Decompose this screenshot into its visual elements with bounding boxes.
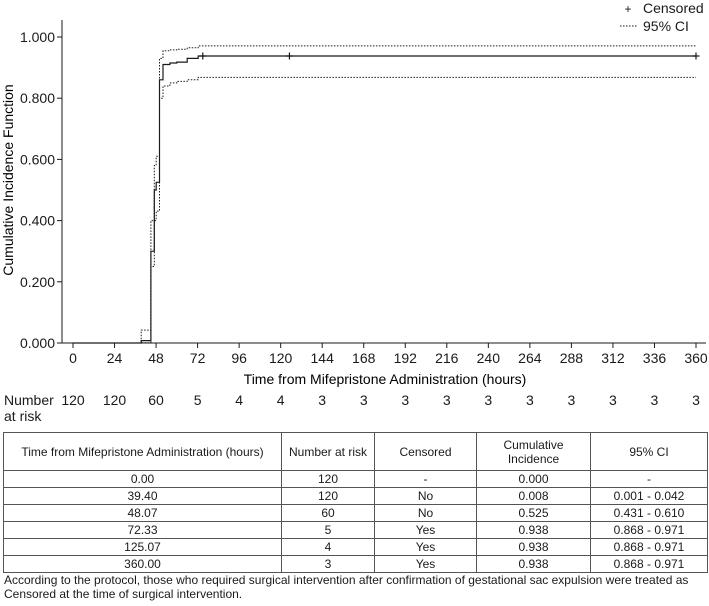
table-cell: 0.431 - 0.610: [591, 505, 708, 522]
x-tick-label: 336: [642, 350, 667, 366]
x-tick-label: 216: [435, 350, 459, 366]
y-tick-label: 0.200: [19, 273, 55, 290]
at-risk-label: [4, 392, 54, 424]
at-risk-count: 120: [61, 392, 85, 408]
y-tick-label: 0.000: [19, 335, 55, 351]
table-header-cell: Time from Mifepristone Administration (hours): [4, 433, 282, 471]
x-tick-label: 168: [352, 350, 376, 366]
y-axis-label: Cumulative Incidence Function: [0, 84, 16, 276]
table-cell: Yes: [375, 556, 477, 573]
table-cell: Yes: [375, 522, 477, 539]
table-cell: 0.00: [4, 471, 282, 488]
at-risk-count: 3: [567, 392, 576, 408]
at-risk-count: 60: [148, 392, 164, 408]
y-tick-label: 0.800: [19, 90, 55, 107]
table-cell: 0.868 - 0.971: [591, 556, 708, 573]
table-cell: 0.938: [477, 539, 591, 556]
table-cell: -: [375, 471, 477, 488]
legend-censored-marker: +: [624, 2, 632, 16]
table-header-row: [4, 433, 708, 471]
censored-marker: [199, 52, 206, 59]
table-body: [4, 471, 708, 573]
table-cell: 120: [282, 471, 375, 488]
x-tick-label: 72: [189, 350, 206, 366]
table-cell: 4: [282, 539, 375, 556]
table-header-cell: 95% CI: [591, 433, 708, 471]
table-row: [4, 539, 708, 556]
at-risk-label-line2: at risk: [4, 408, 42, 424]
table-cell: 360.00: [4, 556, 282, 573]
y-tick-label: 1.000: [19, 29, 55, 45]
at-risk-count: 3: [609, 392, 617, 408]
at-risk-count: 3: [650, 392, 659, 408]
table-header-cell: Number at risk: [282, 433, 375, 471]
table-cell: Yes: [375, 539, 477, 556]
x-tick-label: 0: [69, 350, 77, 366]
at-risk-count: 3: [401, 392, 410, 408]
table-cell: 0.525: [477, 505, 591, 522]
table-cell: 48.07: [4, 505, 282, 522]
table-cell: 5: [282, 522, 375, 539]
at-risk-count: 3: [484, 392, 493, 408]
legend-ci-label: 95% CI: [643, 18, 689, 34]
table-cell: 60: [282, 505, 375, 522]
x-tick-label: 48: [148, 350, 164, 366]
censored-marker: [693, 52, 700, 59]
at-risk-count: 4: [235, 392, 244, 408]
at-risk-count: 120: [102, 392, 127, 408]
x-tick-label: 360: [684, 350, 708, 366]
series-ci-upper-line: [73, 46, 696, 343]
x-tick-label: 120: [268, 350, 293, 366]
table-cell: 120: [282, 488, 375, 505]
footnote: According to the protocol, those who required surgical intervention after confirmation of gestational sac expulsion were treated as Censored at the time of surgical intervention.: [4, 573, 689, 601]
x-tick-label: 96: [231, 350, 247, 366]
x-tick-label: 312: [601, 350, 625, 366]
table-row: [4, 505, 708, 522]
x-tick-label: 144: [310, 350, 334, 366]
table-cell: 0.008: [477, 488, 591, 505]
table-header-cell: Censored: [375, 433, 477, 471]
chart-axes: [20, 20, 708, 366]
chart-curves: [73, 46, 700, 343]
table-cell: -: [591, 471, 708, 488]
at-risk-label-line1: Number: [4, 392, 54, 408]
summary-table: [3, 432, 708, 573]
at-risk-count: 3: [692, 392, 700, 408]
series-ci-lower-line: [73, 77, 696, 343]
at-risk-count: 3: [318, 392, 327, 408]
table-row: [4, 556, 708, 573]
y-tick-label: 0.600: [19, 151, 55, 168]
table-cell: 0.938: [477, 556, 591, 573]
x-axis-label: Time from Mifepristone Administration (hours): [243, 371, 527, 387]
at-risk-count: 4: [276, 392, 285, 408]
table-cell: 0.868 - 0.971: [591, 539, 708, 556]
table-row: [4, 522, 708, 539]
table-cell: 0.938: [477, 522, 591, 539]
table-cell: 3: [282, 556, 375, 573]
legend-censored-label: Censored: [643, 0, 704, 16]
x-tick-label: 288: [559, 350, 584, 366]
at-risk-count: 5: [193, 392, 202, 408]
table-row: [4, 471, 708, 488]
y-tick-label: 0.400: [19, 212, 55, 229]
table-cell: 0.000: [477, 471, 591, 488]
table-cell: 125.07: [4, 539, 282, 556]
chart-legend: [620, 0, 704, 34]
table-cell: 72.33: [4, 522, 282, 539]
x-tick-label: 24: [106, 350, 123, 366]
series-estimate-line: [73, 56, 696, 343]
x-tick-label: 264: [518, 350, 542, 366]
table-header-cell: Cumulative Incidence: [477, 433, 591, 471]
table-cell: No: [375, 488, 477, 505]
x-tick-label: 192: [393, 350, 417, 366]
at-risk-count: 3: [359, 392, 368, 408]
table-cell: No: [375, 505, 477, 522]
table-cell: 39.40: [4, 488, 282, 505]
censored-marker: [286, 52, 293, 59]
table-row: [4, 488, 708, 505]
x-tick-label: 240: [476, 350, 501, 366]
at-risk-count: 3: [525, 392, 534, 408]
table-cell: 0.001 - 0.042: [591, 488, 708, 505]
table-cell: 0.868 - 0.971: [591, 522, 708, 539]
at-risk-count: 3: [442, 392, 451, 408]
